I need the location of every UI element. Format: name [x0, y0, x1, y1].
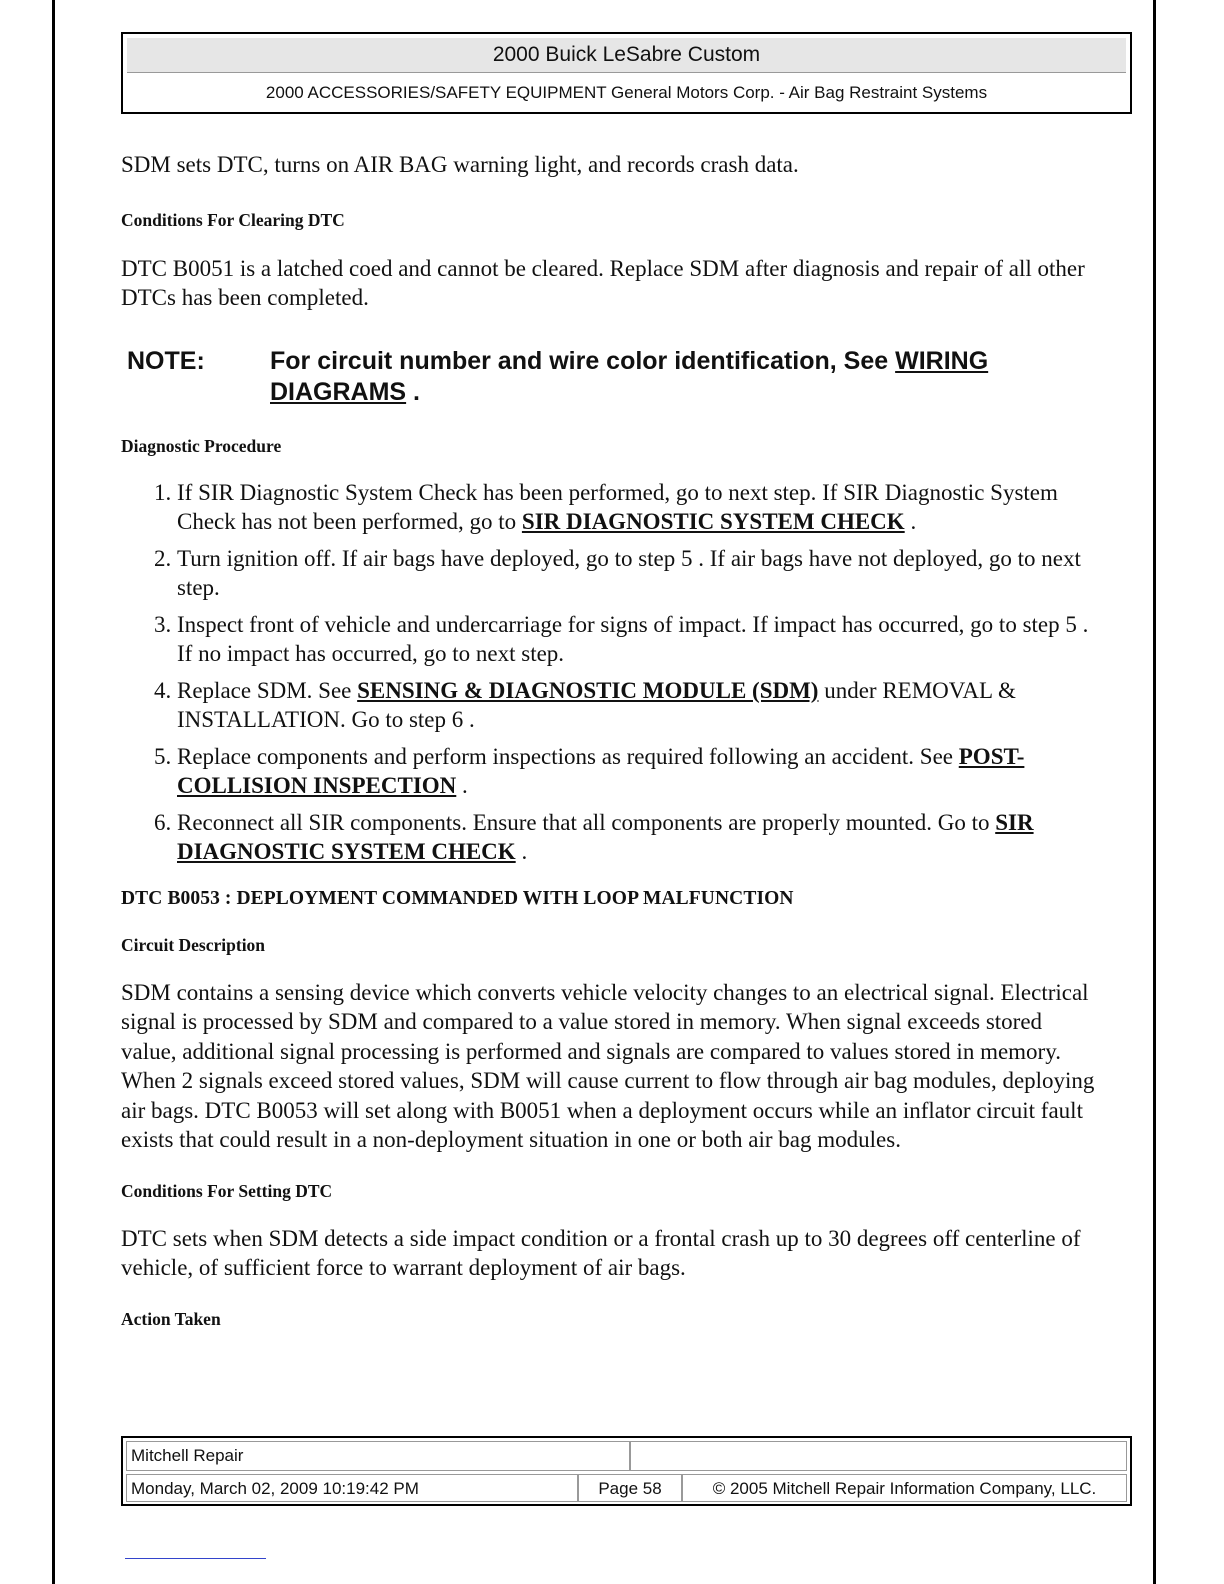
bottom-rule — [125, 1558, 266, 1559]
footer-row-bottom — [126, 1474, 1127, 1502]
note-body: For circuit number and wire color identification, See — [270, 346, 896, 375]
circuit-heading: Circuit Description — [121, 934, 266, 955]
sir-check-link[interactable]: SIR DIAGNOSTIC SYSTEM CHECK — [177, 809, 1034, 864]
step-item — [177, 610, 1096, 669]
page-footer — [121, 1436, 1132, 1506]
action-heading: Action Taken — [121, 1308, 221, 1329]
step-text: Replace SDM. See — [177, 677, 358, 703]
step-text: Reconnect all SIR components. Ensure that all components are properly mounted. Go to — [177, 809, 996, 835]
footer-copyright: © 2005 Mitchell Repair Information Company, LLC. — [682, 1474, 1127, 1502]
note-text — [270, 346, 1096, 408]
procedure-heading: Diagnostic Procedure — [121, 435, 282, 456]
step-item — [177, 676, 1096, 735]
step-text: Turn ignition off. If air bags have deployed, go to step 5 . If air bags have not deployed, go to next step. — [177, 545, 1081, 600]
step-text-end: . — [456, 773, 468, 798]
footer-page-number: Page 58 — [578, 1474, 682, 1502]
sdm-module-link[interactable]: SENSING & DIAGNOSTIC MODULE (SDM) — [357, 677, 819, 703]
step-text: Replace components and perform inspections as required following an accident. See — [177, 743, 959, 769]
clearing-text: DTC B0051 is a latched coed and cannot be cleared. Replace SDM after diagnosis and repair of all other DTCs has been completed. — [121, 255, 1085, 310]
step-text: If SIR Diagnostic System Check has been performed, go to next step. If SIR Diagnostic System Check has not been performed, go to — [177, 479, 1058, 534]
footer-company: Mitchell Repair — [126, 1441, 630, 1471]
wiring-diagrams-link[interactable]: WIRING DIAGRAMS — [270, 346, 989, 406]
footer-row-top — [126, 1441, 1127, 1471]
step-text-end: under REMOVAL & INSTALLATION. Go to step 6 . — [177, 677, 1016, 732]
post-collision-link[interactable]: POST-COLLISION INSPECTION — [177, 743, 1025, 798]
note-label: NOTE: — [127, 346, 205, 375]
dtc-heading: DTC B0053 : DEPLOYMENT COMMANDED WITH LOOP MALFUNCTION — [121, 887, 794, 909]
page-header — [121, 32, 1132, 114]
setting-text: DTC sets when SDM detects a side impact condition or a frontal crash up to 30 degrees off centerline of vehicle, of sufficient force to warrant deployment of air bags. — [121, 1225, 1081, 1280]
step-item — [177, 478, 1096, 537]
step-text: Inspect front of vehicle and undercarriage for signs of impact. If impact has occurred, go to step 5 . If no impact has occurred, go to next step. — [177, 611, 1089, 666]
header-title: 2000 Buick LeSabre Custom — [127, 38, 1126, 73]
step-text-end: . — [904, 509, 917, 534]
procedure-steps — [121, 478, 1096, 867]
footer-timestamp: Monday, March 02, 2009 10:19:42 PM — [126, 1474, 578, 1502]
circuit-text: SDM contains a sensing device which converts vehicle velocity changes to an electrical signal. Electrical signal is processed by SDM and compared to a value stored in memory. When signal exceeds stored value, additional signal processing is performed and signals are compared to values stored in memory. When 2 signals exceed stored values, SDM will cause current to flow through air bag modules, deploying air bags. DTC B0053 will set along with B0051 when a deployment occurs while an inflator circuit fault exists that could result in a non-deployment situation in one or both air bag modules. — [121, 979, 1095, 1152]
note-end: . — [406, 377, 421, 406]
header-subtitle: 2000 ACCESSORIES/SAFETY EQUIPMENT General Motors Corp. - Air Bag Restraint Systems — [265, 83, 988, 102]
step-text-end: . — [515, 839, 528, 864]
sir-check-link[interactable]: SIR DIAGNOSTIC SYSTEM CHECK — [521, 509, 905, 534]
document-body — [121, 150, 1096, 1330]
step-item — [177, 808, 1096, 867]
note-block — [121, 346, 1096, 408]
intro-text: SDM sets DTC, turns on AIR BAG warning light, and records crash data. — [121, 152, 799, 177]
step-item — [177, 544, 1096, 603]
footer-blank-cell — [630, 1441, 1127, 1471]
clearing-heading: Conditions For Clearing DTC — [121, 209, 345, 230]
step-item — [177, 742, 1096, 801]
setting-heading: Conditions For Setting DTC — [121, 1180, 333, 1201]
